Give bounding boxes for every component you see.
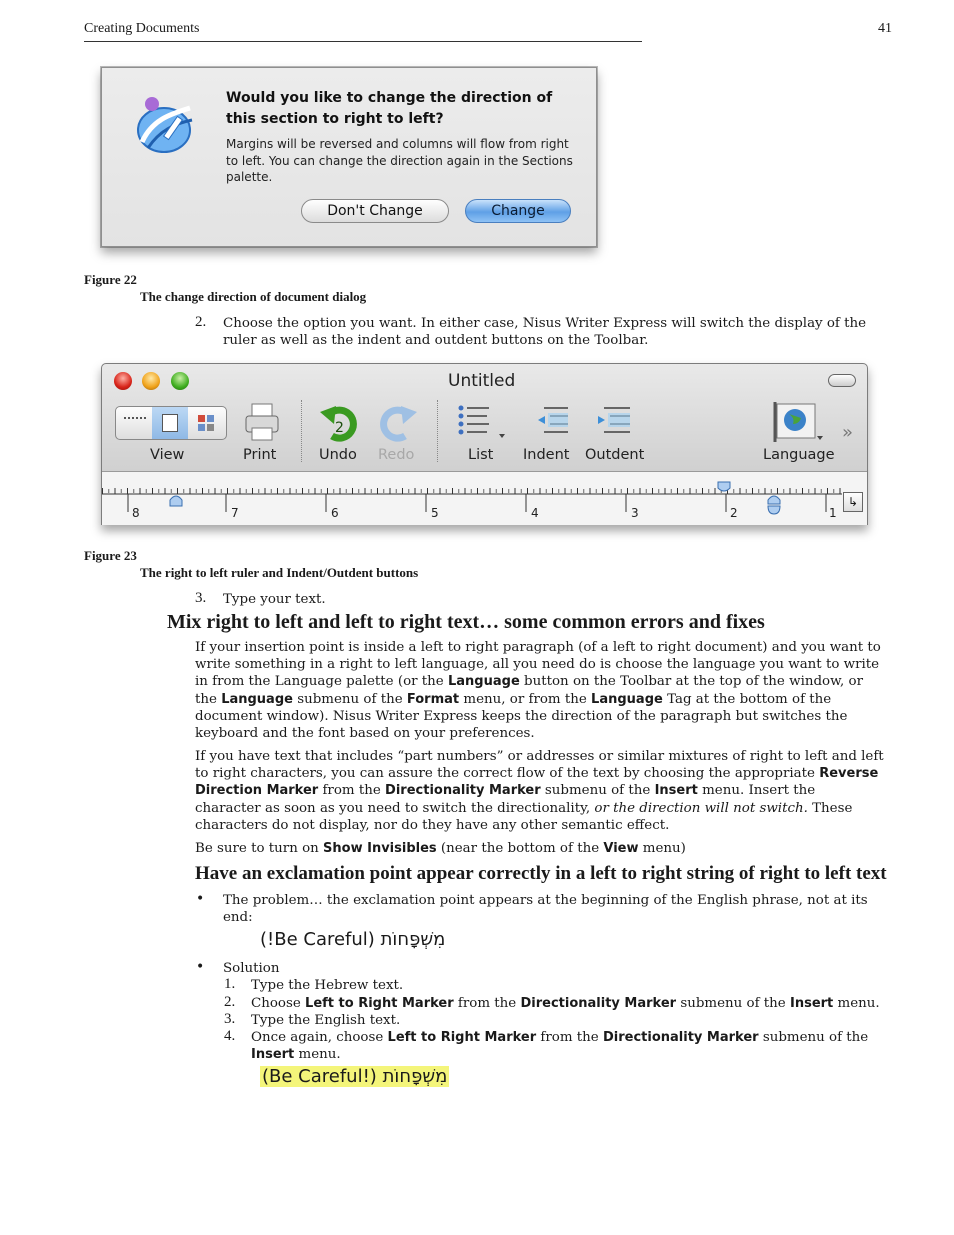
running-header-title: Creating Documents	[84, 21, 200, 36]
view-thumbnails-icon[interactable]	[198, 415, 214, 431]
indent-icon[interactable]	[536, 404, 576, 440]
document-window	[101, 363, 868, 525]
step-number: 2.	[224, 994, 236, 1010]
paragraph-show-invisibles: Be sure to turn on Show Invisibles (near the bottom of the View menu)	[195, 841, 686, 856]
subsection-heading: Have an exclamation point appear correctly in a left to right string of right to left text	[195, 863, 887, 884]
step-text: Type the English text.	[251, 1013, 401, 1028]
svg-text:2: 2	[335, 420, 344, 436]
window-title: Untitled	[448, 371, 516, 391]
ruler-number: 8	[132, 506, 140, 520]
outdent-label: Outdent	[585, 447, 645, 463]
bullet-dot: •	[196, 891, 205, 907]
bullet-dot: •	[196, 959, 205, 975]
bullet-problem-text: The problem… the exclamation point appears at the beginning of the English phrase, not at its end:	[223, 893, 868, 926]
step-number: 1.	[224, 976, 236, 992]
tab-type-icon[interactable]: ↳	[843, 492, 863, 512]
ruler-number: 4	[531, 506, 539, 520]
toolbar-overflow-chevron-icon[interactable]: »	[842, 422, 854, 443]
change-button[interactable]: Change	[465, 199, 571, 223]
view-mode-segmented-control[interactable]	[115, 406, 227, 440]
zoom-window-button[interactable]	[171, 372, 189, 390]
ruler-number: 1	[829, 506, 837, 520]
example-wrong-direction: (!Be Careful) מִשְׁפָּחוֹת	[260, 929, 446, 950]
section-heading: Mix right to left and left to right text… some common errors and fixes	[167, 611, 765, 633]
ruler-number: 2	[730, 506, 738, 520]
step-text: Type your text.	[223, 592, 326, 607]
print-label: Print	[243, 447, 277, 463]
language-flag-icon[interactable]	[771, 400, 827, 444]
step-text: Choose Left to Right Marker from the Directionality Marker submenu of the Insert menu.	[251, 996, 880, 1011]
page-number: 41	[878, 21, 892, 36]
figure-23-number: Figure 23	[84, 548, 137, 563]
undo-icon[interactable]	[318, 402, 360, 444]
ruler-number: 5	[431, 506, 439, 520]
outdent-icon[interactable]	[596, 404, 636, 440]
step-text: Once again, choose Left to Right Marker from the Directionality Marker submenu of the Insert menu.	[251, 1030, 869, 1063]
undo-label: Undo	[319, 447, 357, 463]
step-number: 2.	[195, 314, 207, 330]
ruler-number: 3	[631, 506, 639, 520]
figure-22-number: Figure 22	[84, 272, 137, 287]
view-label: View	[150, 447, 185, 463]
paragraph-language-switch: If your insertion point is inside a left to right paragraph (of a left to right document) and you want to write something in a right to left language, all you need do is choose the language you want to write in from the Language palette (or the Language button on the Toolbar at the top of the window, or the Language submenu of the Format menu, or from the Language Tag at the bottom of the document window). Nisus Writer Express keeps the direction of the paragraph but switches the keyboard and the font based on your preferences.	[195, 640, 881, 742]
figure-23-caption: The right to left ruler and Indent/Outdent buttons	[140, 565, 419, 580]
view-draft-icon[interactable]	[124, 417, 146, 431]
dialog-message: Margins will be reversed and columns will flow from right to left. You can change the direction again in the Sections palette.	[226, 137, 573, 184]
redo-label: Redo	[378, 447, 415, 463]
close-window-button[interactable]	[114, 372, 132, 390]
step-text: Type the Hebrew text.	[251, 978, 404, 993]
toolbar-toggle-button[interactable]	[828, 374, 856, 387]
list-icon[interactable]	[457, 404, 507, 440]
example-correct-direction: (Be Careful!) מִשְׁפָּחוֹת	[262, 1066, 448, 1087]
dont-change-button[interactable]: Don't Change	[301, 199, 449, 223]
step-text: Choose the option you want. In either case, Nisus Writer Express will switch the display of the ruler as well as the indent and outdent buttons on the Toolbar.	[223, 316, 867, 349]
ruler-number: 7	[231, 506, 239, 520]
step-number: 3.	[195, 590, 207, 606]
figure-22-caption: The change direction of document dialog	[140, 289, 367, 304]
right-to-left-ruler[interactable]	[102, 471, 867, 525]
header-rule	[84, 41, 642, 42]
printer-icon[interactable]	[244, 402, 280, 442]
change-direction-dialog	[101, 67, 597, 247]
indent-label: Indent	[523, 447, 570, 463]
ruler-number: 6	[331, 506, 339, 520]
minimize-window-button[interactable]	[142, 372, 160, 390]
step-number: 3.	[224, 1011, 236, 1027]
paragraph-direction-marker: If you have text that includes “part numbers” or addresses or similar mixtures of right to left and left to right characters, you can assure the correct flow of the text by choosing the appropriate Reverse Direction Marker from the Directionality Marker submenu of the Insert menu. Insert the character as soon as you need to switch the directionality, or the direction will not switch. These characters do not display, nor do they have any other semantic effect.	[195, 749, 884, 833]
language-label: Language	[763, 447, 835, 463]
dialog-heading: Would you like to change the direction of this section to right to left?	[226, 90, 553, 127]
step-number: 4.	[224, 1028, 236, 1044]
redo-icon	[377, 402, 419, 444]
list-label: List	[468, 447, 494, 463]
nisus-pen-icon	[130, 90, 200, 160]
bullet-solution-text: Solution	[223, 961, 280, 976]
